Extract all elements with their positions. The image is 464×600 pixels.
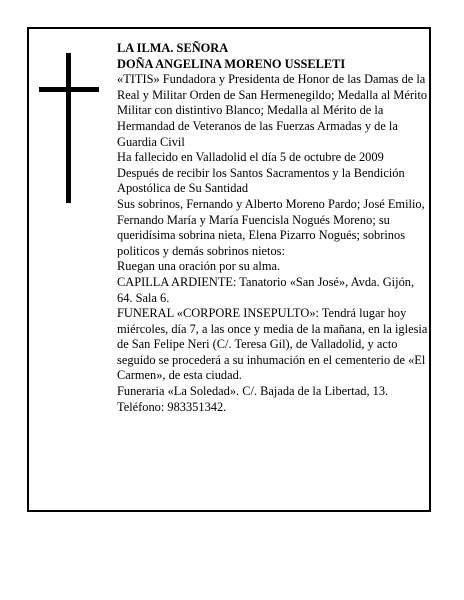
notice-text bbox=[117, 41, 429, 415]
sacraments-paragraph: Después de recibir los Santos Sacramentos y la Bendición Apostólica de Su Santidad bbox=[117, 165, 405, 196]
heading-title: LA ILMA. SEÑORA bbox=[117, 41, 229, 55]
cross-horizontal-bar bbox=[39, 87, 99, 92]
obituary-notice bbox=[27, 27, 431, 512]
chapel-paragraph: CAPILLA ARDIENTE: Tanatorio «San José», Avda. Gijón, 64. Sala 6. bbox=[117, 274, 415, 305]
honors-paragraph: «TITIS» Fundadora y Presidenta de Honor de las Damas de la Real y Militar Orden de San Hermenegildo; Medalla al Mérito Militar con distintivo Blanco; Medalla al Mérito de la Hermandad de Veteranos de las Fuerzas Armadas y de la Guardia Civil bbox=[117, 72, 428, 149]
funeral-home-paragraph: Funeraria «La Soledad». C/. Bajada de la Libertad, 13. Teléfono: 983351342. bbox=[117, 384, 389, 414]
death-paragraph: Ha fallecido en Valladolid el día 5 de octubre de 2009 bbox=[117, 150, 384, 165]
prayer-paragraph: Ruegan una oración por su alma. bbox=[117, 259, 281, 274]
cross-vertical-bar bbox=[66, 53, 71, 203]
latin-cross-icon bbox=[39, 53, 99, 203]
funeral-paragraph: FUNERAL «CORPORE INSEPULTO»: Tendrá lugar hoy miércoles, día 7, a las once y media de la mañana, en la iglesia de San Felipe Neri (C/. Teresa Gil), de Valladolid, y acto seguido se procederá a su inhumación en el cementerio de «El Carmen», de esta ciudad. bbox=[117, 306, 428, 383]
heading-name: DOÑA ANGELINA MORENO USSELETI bbox=[117, 56, 346, 71]
family-paragraph: Sus sobrinos, Fernando y Alberto Moreno Pardo; José Emilio, Fernando María y María Fuencisla Nogués Moreno; su queridísima sobrina nieta, Elena Pizarro Nogués; sobrinos politicos y demás sobrinos nietos: bbox=[117, 196, 425, 258]
